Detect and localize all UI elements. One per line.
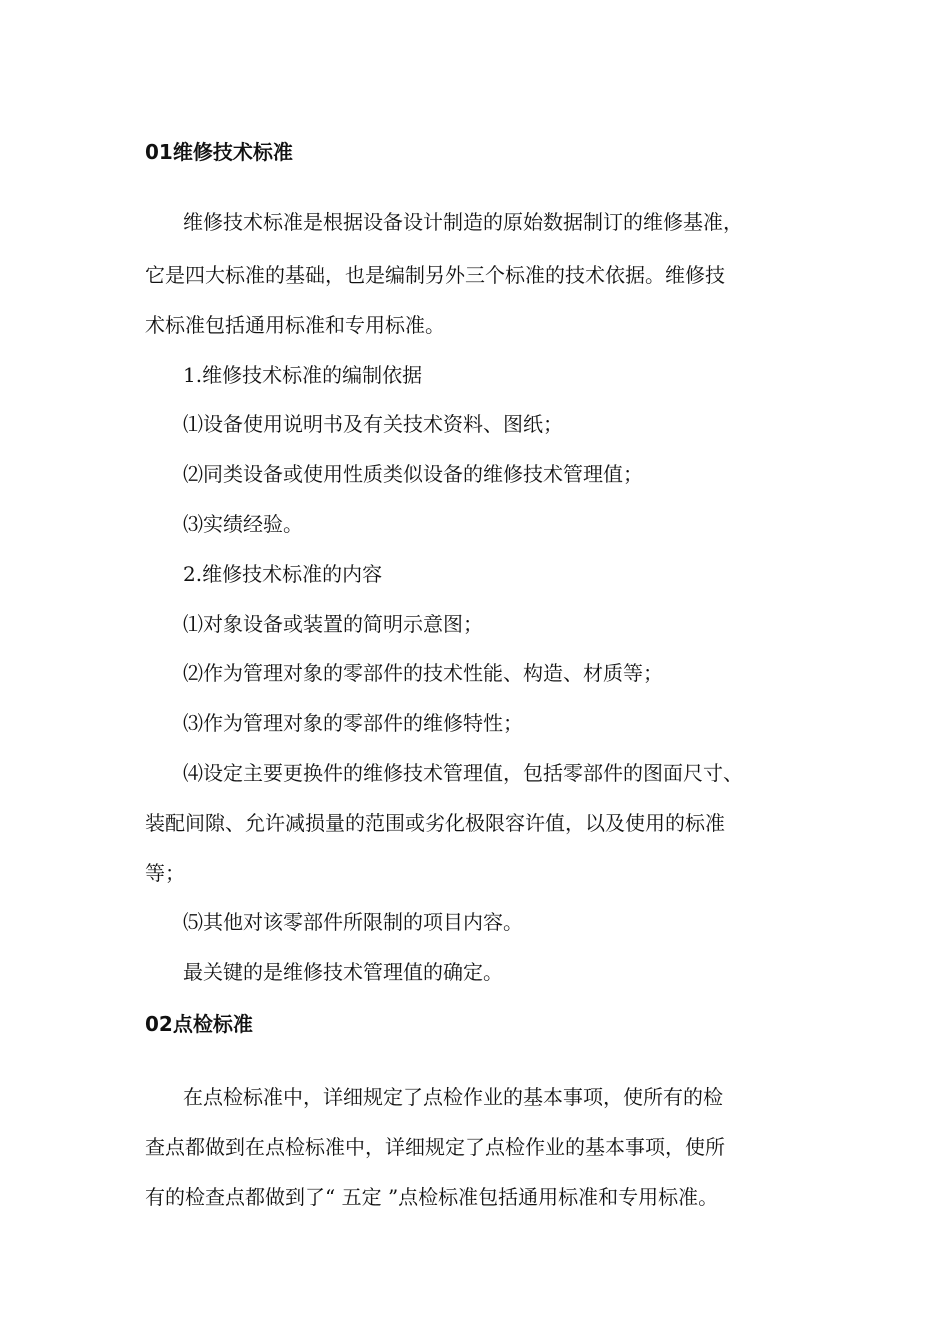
list-item: ⑸其他对该零部件所限制的项目内容。 [183,910,523,934]
list-item: ⑴对象设备或装置的简明示意图； [183,612,483,636]
subsection-title-2: 2.维修技术标准的内容 [183,562,383,586]
list-item: ⑶作为管理对象的零部件的维修特性； [183,711,523,735]
intro-line-1: 维修技术标准是根据设备设计制造的原始数据制订的维修基准， [183,210,743,234]
paragraph-line-3: 有的检查点都做到了“ 五定 ”点检标准包括通用标准和专用标准。 [145,1185,719,1209]
list-item: ⑵作为管理对象的零部件的技术性能、构造、材质等； [183,661,663,685]
conclusion-text: 最关键的是维修技术管理值的确定。 [183,960,503,984]
list-item: ⑷设定主要更换件的维修技术管理值，包括零部件的图面尺寸、 [183,761,743,785]
list-item: ⑶实绩经验。 [183,512,303,536]
section-heading-01: 01维修技术标准 [145,140,293,164]
intro-line-3: 术标准包括通用标准和专用标准。 [145,313,445,337]
list-item-continuation: 等； [145,861,185,885]
list-item: ⑵同类设备或使用性质类似设备的维修技术管理值； [183,462,643,486]
subsection-title-1: 1.维修技术标准的编制依据 [183,363,423,387]
paragraph-line-2: 查点都做到在点检标准中，详细规定了点检作业的基本事项，使所 [145,1135,725,1159]
list-item: ⑴设备使用说明书及有关技术资料、图纸； [183,412,563,436]
list-item-continuation: 装配间隙、允许减损量的范围或劣化极限容许值，以及使用的标准 [145,811,725,835]
intro-line-2: 它是四大标准的基础，也是编制另外三个标准的技术依据。维修技 [145,263,725,287]
paragraph-line-1: 在点检标准中，详细规定了点检作业的基本事项，使所有的检 [183,1085,723,1109]
section-heading-02: 02点检标准 [145,1012,253,1036]
